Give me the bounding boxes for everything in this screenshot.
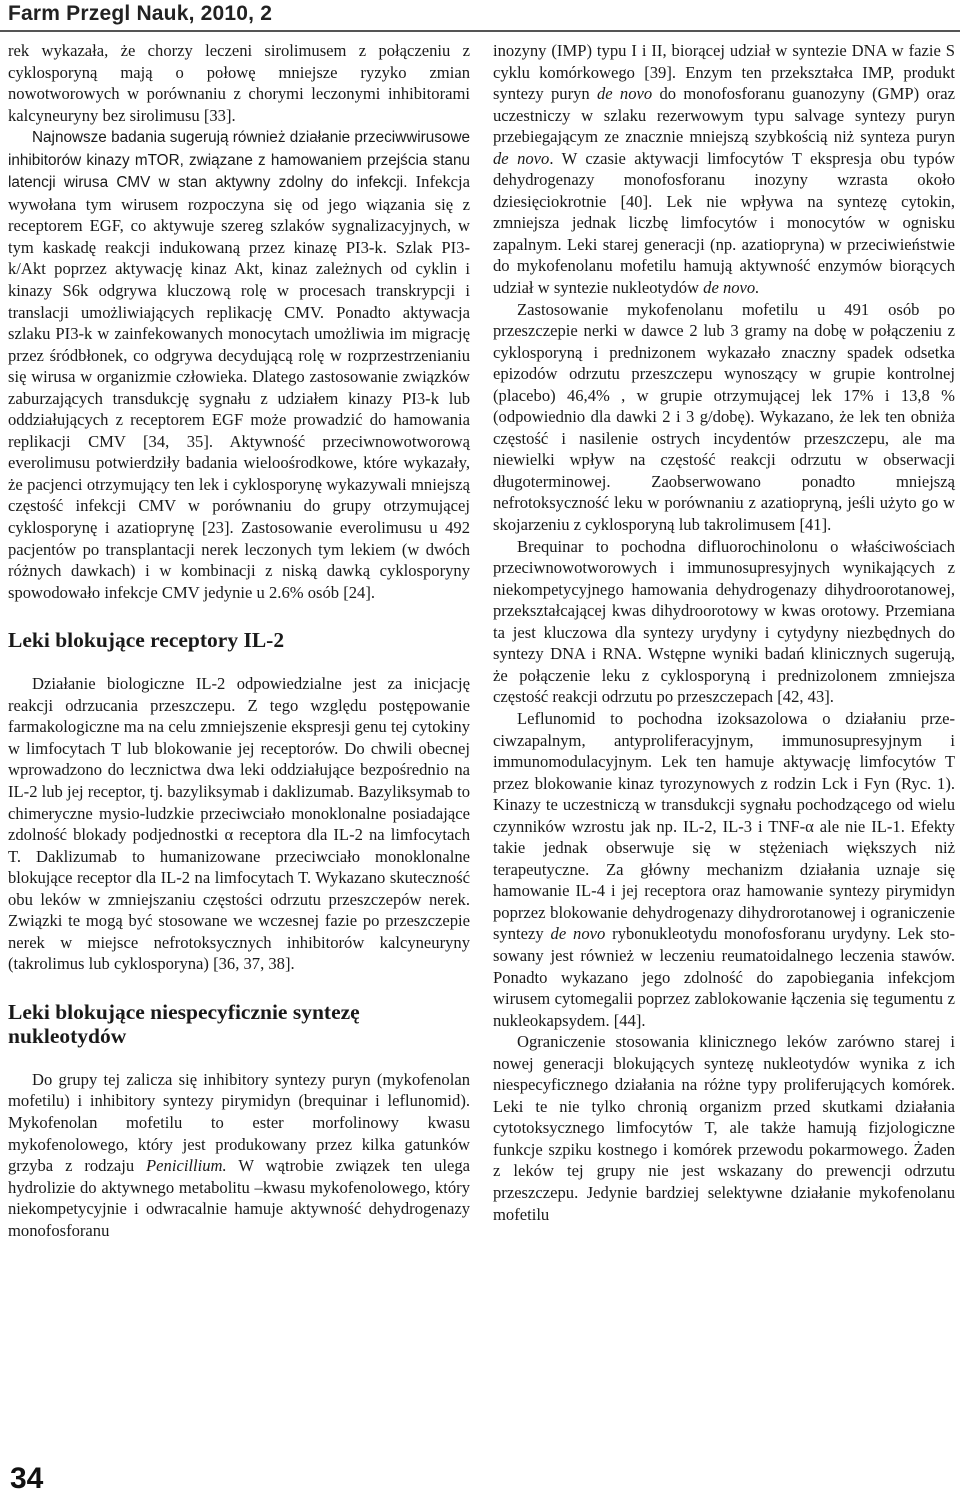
section-heading: Leki blokujące receptory IL-2 xyxy=(8,628,285,653)
text-run: inozyny (IMP) typu I i II, biorącej udział w syntezie DNA w fazie S cyklu komórkowego [39]. Enzym ten przekształca IMP, produkt syntezy puryn xyxy=(493,41,955,104)
running-header: Farm Przegl Nauk, 2010, 2 xyxy=(8,2,273,25)
text-run: Leflunomid to pochodna izoksazolowa o działaniu przeciwzapalnym, antyproliferacyjnym, immunosupresyjnym i immunomodulacyjnym. Lek ten hamuje aktywację limfocytów T przez blokowanie kinaz tyrozynowych z rodzin Lck i Fyn (Ryc. 1). Kinazy te uczestniczą w transdukcji sygnału pochodzącego od wielu czynników wzrostu jak np. IL-2, IL-3 i TNF-α ale nie IL-1. Efekty takie jednak obserwuje się w stężeniach większych niż terapeutyczne. Za główny mechanizm działania uznaje się hamowanie IL-4 i jej receptora oraz hamowanie syntezy pirymidyn poprzez blokowanie dehydrogenazy dihydrorotanowej i ograniczenie syntezy xyxy=(493,708,955,944)
paragraph xyxy=(493,40,955,299)
paragraph: rek wykazała, że chorzy leczeni sirolimusem z połączeniu z cyklosporyną mają o połowę mniejsze ryzyko zmian nowotworowych w porównaniu z chorymi leczonymi inhibitorami kalcyneuryny bez sirolimusu [33]. xyxy=(8,41,470,125)
paragraph: Brequinar to pochodna difluorochinolonu o właściwościach przeciwnowotworowych i immunosupresyjnych wynikających z niekompetycyjnego hamowania dehydrogenazy dihydroorotanowej, przekształcającej kwas dihydroorotowy w kwas orotowy. Przemiana ta jest kluczowa dla syntezy urydyny i cytydyny niezbędnych do syntezy DNA i RNA. Wstępne wyniki badań klinicznych sugerują, że połączenie leku z cyklosporyną i prednizolonem zmniejsza częstość reakcji odrzutu po przeszczepach [42, 43]. xyxy=(493,536,955,707)
paragraph xyxy=(8,1069,470,1241)
right-column xyxy=(493,40,955,1225)
text-run: . W czasie aktywacji limfocytów T ekspresja obu typów dehydrogenazy monofosforanu inozyny wzrasta około dziesięciokrotnie [40]. Lek nie wpływa na syntezę cytokin, zmniejsza jednak liczbę limfocytów i monocytów w ognisku zapalnym. Leki starej generacji (np. azatiopryna) w przeciwieństwie do mykofenolanu mofetilu hamują aktywność enzymów biorących udział w syntezie nukleotydów xyxy=(493,148,955,298)
text-run: do monofosforanu guanozyny (GMP) oraz uczestniczy w szlaku rezerwowym typu salvage syntezy puryn przebiegającym ze znacznie mniejszą szybkością niż synteza puryn xyxy=(493,84,955,147)
paragraph xyxy=(8,126,470,603)
text-run: W wątrobie związek ten ulega hydrolizie do aktywnego metabolitu –kwasu mykofenolowego, który niekompetycyjnie i odwracalnie hamuje aktywność dehydrogenazy monofosforanu xyxy=(8,1156,470,1240)
italic-run: Penicillium. xyxy=(146,1156,227,1176)
italic-run: de novo. xyxy=(703,278,760,298)
section-heading: Leki blokujące niespecyficznie syntezę nukleotydów xyxy=(8,999,360,1048)
paragraph-sans-part: Najnowsze badania sugerują również działanie przeciwwirusowe inhibitorów kinazy mTOR, związane z hamowaniem przejścia stanu latencji wirusa CMV w stan aktywny zdolny do infekcji. xyxy=(8,129,470,192)
left-column xyxy=(8,40,470,1241)
header-rule xyxy=(0,30,960,32)
paragraph: Ograniczenie stosowania klinicznego leków zarówno starej i nowej generacji blokujących syntezę nukleotydów wynika z ich niespecyficznego działania na różne typy proliferujących komórek. Leki te nie tylko chronią organizm przed skutkami działania cytotoksycznego limfocytów T, ale także hamują fizjologiczne funkcje szpiku kostnego i komórek przewodu pokarmowego. Żaden z leków tej grupy nie jest wskazany do prewencji odrzutu przeszczepu. Jedynie bardziej selektywne działanie mykofenolanu mofetilu xyxy=(493,1032,955,1224)
text-run: Do grupy tej zalicza się inhibitory syntezy puryn (mykofenolan mofetilu) i inhibitory syntezy pirymidyn (brequinar i leflunomid). Mykofenolan mofetilu to ester morfolinowy kwasu mykofenolowego, który jest produkowany przez kilka gatunków grzyba z rodzaju xyxy=(8,1069,470,1176)
paragraph xyxy=(493,708,955,1031)
italic-run: de novo xyxy=(493,148,550,168)
page-number: 34 xyxy=(10,1462,44,1495)
italic-run: de novo xyxy=(596,84,653,104)
paragraph: Działanie biologiczne IL-2 odpowiedzialne jest za inicjację reakcji odrzucania przeszczepu. Z tego względu postępowanie farmakologiczne ma na celu zmniejszenie ekspresji genu tej cytokiny w limfocytach T lub blokowanie jej receptorów. Do chwili obecnej wprowadzono do lecznictwa dwa leki oddziałujące bezpośrednio na IL-2 lub jej receptor, tj. bazyliksymab i daklizumab. Bazyliksymab to chimeryczne mysio-ludzkie przeciwciało monoklonalne posiadające zdolność blokady podjednostki α receptora dla IL-2 na limfocytach T. Daklizumab to humanizowane przeciwciało monoklonalne blokujące receptor dla IL-2 na limfocytach T. Wykazano skuteczność obu leków w zmniejszaniu częstości odrzutu przeszczepów nerek. Związki te mogą być stosowane we wczesnej fazie po przeszczepie nerek w miejsce nefrotoksycznych inhibitorów kalcyneuryny (takrolimus lub cyklosporyna) [36, 37, 38]. xyxy=(8,674,470,974)
text-run: rybonukleotydu monofosforanu urydyny. Lek stosowany jest również w leczeniu reumatoidalnego leczenia stawów. Ponadto wykazano jego zdolność do zapobiegania infekcjom wirusem cytomegalii poprzez zablokowanie łączenia się tegumentu z nukleokapsydem. [44]. xyxy=(493,924,956,1030)
paragraph: Zastosowanie mykofenolanu mofetilu u 491 osób po przeszczepie nerki w dawce 2 lub 3 gramy na dobę w połączeniu z cyklosporyną i prednizonem wykazało znaczny spadek odsetka epizodów odrzutu przeszczepu wynoszący w grupie kontrolnej (placebo) 46,4% , w grupie otrzymującej lek 17% i 13,8 % (odpowiednio dla dawki 2 i 3 g/dobę). Wykazano, że lek ten obniża częstość i nasilenie ostrych incydentów przeszczepu, ale ma niewielki wpływ na częstość reakcji odrzutu w obserwacji długoterminowej. Zaobserwowano ponadto mniejszą nefrotoksyczność leku w porównaniu z azatiopryną, jeśli użyto go w skojarzeniu z cyklosporyną lub takrolimusem [41]. xyxy=(493,299,955,535)
paragraph-serif-part: Infekcja wywołana tym wirusem rozpoczyna się od jego wiązania się z receptorem EGF, co aktywuje szereg szlaków sygnalizacyjnych, w tym kaskadę reakcji indukowaną przez kinazę PI3-k. Szlak PI3-k/Akt poprzez aktywację kinaz Akt, kinaz zależnych od cyklin i kinazy S6k odgrywa kluczową rolę w procesach transkrypcji i translacji umożliwiających replikację CMV. Ponadto aktywacja szlaku PI3-k w zainfekowanych monocytach umożliwia im migrację przez śródbłonek, co odgrywa decydującą rolę w rozprzestrzenianiu się wirusa w organizmie człowieka. Dlatego zastosowanie związków zaburzających transdukcję sygnału z udziałem kinazy PI3-k lub oddziałujących z receptorem EGF może prowadzić do hamowania replikacji CMV [34, 35]. Aktywność przeciwnowotworową everolimusu potwierdziły badania wieloośrodkowe, które wykazały, że pacjenci otrzymujący ten lek i cyklosporynę wykazywali mniejszą częstość infekcji CMV w porównaniu do grupy otrzymującej cyklosporynę i azatioprynę [23]. Zastosowanie everolimusu u 492 pacjentów po transplantacji nerek leczonych tym lekiem (w dwóch różnych dawkach) i w kombinacji z niską dawką cyklosporyny spowodowało infekcje CMV jedynie u 2.6% osób [24]. xyxy=(8,172,470,602)
italic-run: de novo xyxy=(550,924,606,944)
